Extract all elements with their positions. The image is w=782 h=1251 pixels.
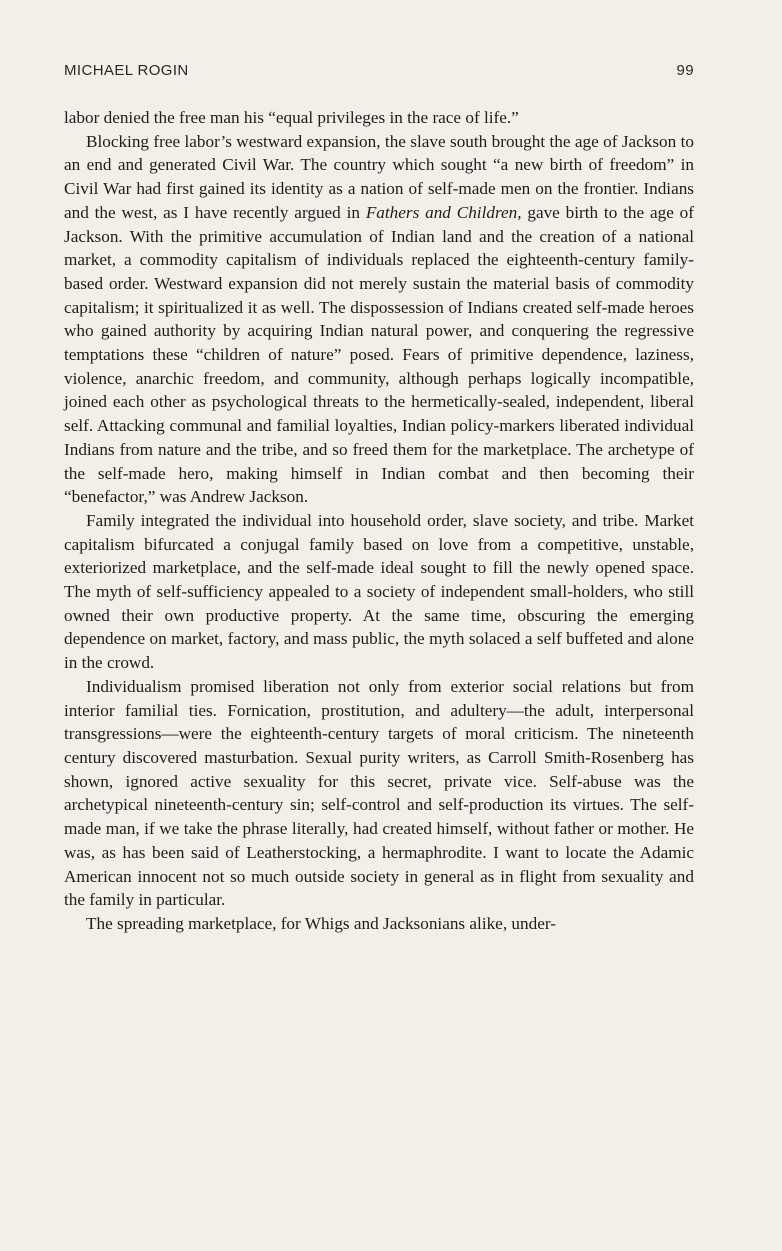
paragraph: [64, 106, 694, 130]
page-number: 99: [676, 62, 694, 79]
paragraph-text: The spreading marketplace, for Whigs and Jacksonians alike, under-: [86, 913, 556, 933]
paragraph: [64, 130, 694, 509]
italic-title: Fathers and Children,: [365, 202, 522, 222]
paragraph-text: gave birth to the age of Jackson. With the primitive accumulation of Indian land and the creation of a national market, a commodity capitalism of individuals replaced the eighteenth-century family-based order. Westward expansion did not merely sustain the material basis of commodity capitalism; it spiritualized it as well. The dispossession of Indians created self-made heroes who gained authority by acquiring Indian natural power, and conquering the regressive temptations these “children of nature” posed. Fears of primitive dependence, laziness, violence, anarchic freedom, and community, although perhaps logically incompatible, joined each other as psychological threats to the hermetically-sealed, independent, liberal self. Attacking communal and familial loyalties, Indian policy-markers liberated individual Indians from nature and the tribe, and so freed them for the marketplace. The archetype of the self-made hero, making himself in Indian combat and then becoming their “benefactor,” was Andrew Jackson.: [64, 202, 694, 507]
paragraph-text: Individualism promised liberation not only from exterior social relations but from interior familial ties. Fornication, prostitution, and adultery—the adult, interpersonal transgressions—were the eighteenth-century targets of moral criticism. The nineteenth century discovered masturbation. Sexual purity writers, as Carroll Smith-Rosenberg has shown, ignored active sexuality for this secret, private vice. Self-abuse was the archetypical nineteenth-century sin; self-control and self-production its virtues. The self-made man, if we take the phrase literally, had created himself, without father or mother. He was, as has been said of Leatherstocking, a hermaphrodite. I want to locate the Adamic American innocent not so much outside society in general as in flight from sexuality and the family in particular.: [64, 676, 694, 910]
paragraph-text: Blocking free labor’s westward expansion, the slave south brought the age of Jackson to an end and generated Civil War. The country which sought “a new birth of freedom” in Civil War had first gained its identity as a nation of self-made men on the frontier. Indians and the west, as I have recently argued in: [64, 131, 694, 222]
body-text: [64, 106, 694, 936]
paragraph: [64, 509, 694, 675]
paragraph-text: labor denied the free man his “equal privileges in the race of life.”: [64, 108, 519, 127]
running-head-author: MICHAEL ROGIN: [64, 62, 189, 79]
paragraph: [64, 912, 694, 936]
paragraph-text: Family integrated the individual into household order, slave society, and tribe. Market capitalism bifurcated a conjugal family based on love from a competitive, unstable, exteriorized marketplace, and the self-made ideal sought to fill the newly opened space. The myth of self-sufficiency appealed to a society of independent small-holders, who still owned their own productive property. At the same time, obscuring the emerging dependence on market, factory, and mass public, the myth solaced a self buffeted and alone in the crowd.: [64, 510, 694, 673]
paragraph: [64, 675, 694, 912]
running-head: [64, 62, 694, 84]
